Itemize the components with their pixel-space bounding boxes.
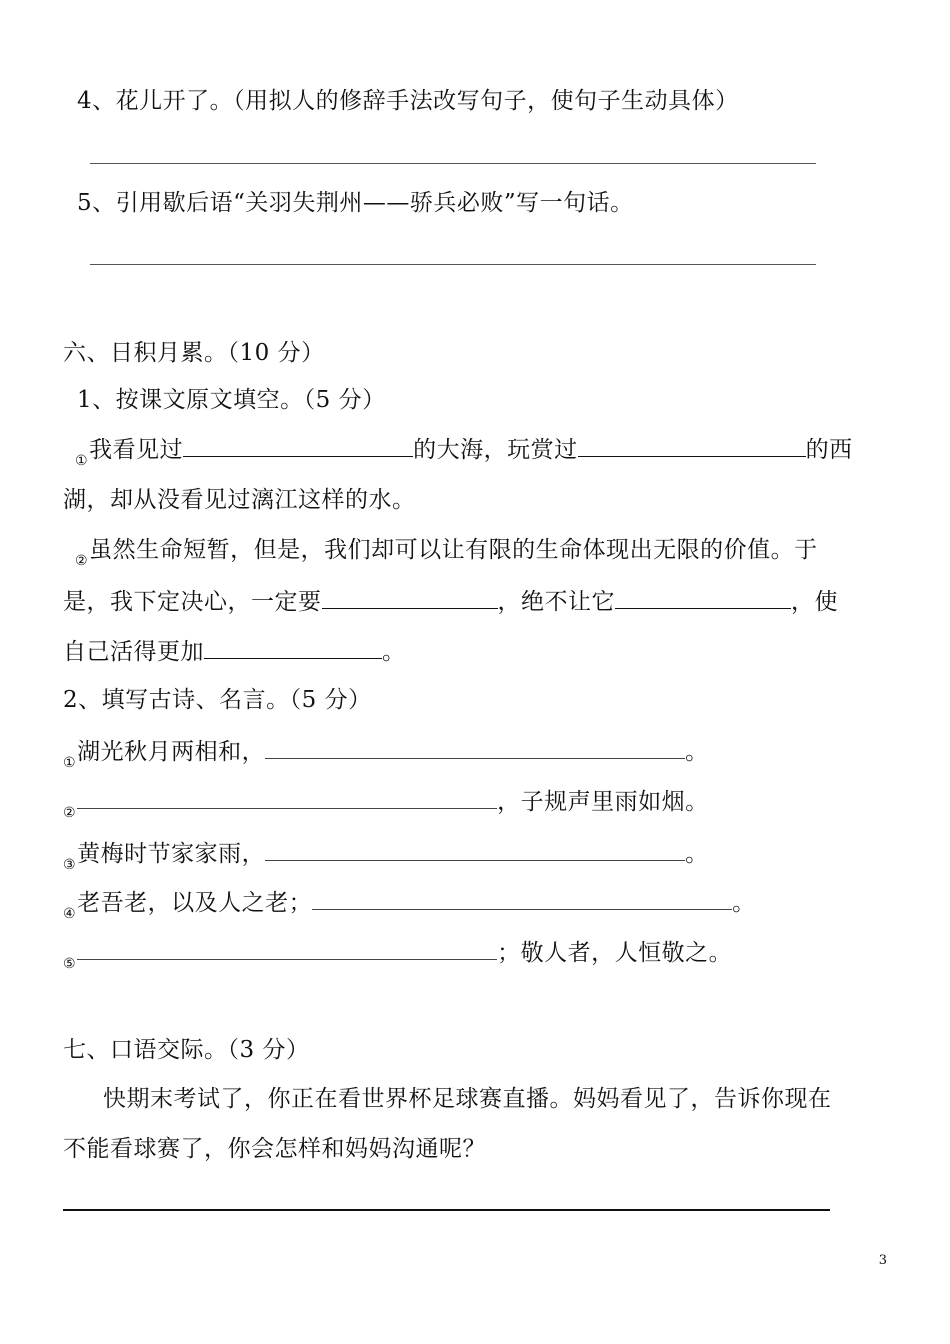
answer-line-q4[interactable] bbox=[90, 163, 816, 164]
section-7-prompt-line-1: 快期末考试了，你正在看世界杯足球赛直播。妈妈看见了，告诉你现在 bbox=[103, 1086, 832, 1112]
item-number: ① bbox=[75, 453, 89, 469]
poem-blank-2[interactable] bbox=[77, 786, 497, 809]
fill-item-1-line-2: 湖，却从没看见过漓江这样的水。 bbox=[63, 487, 416, 513]
blank-5[interactable] bbox=[204, 636, 382, 659]
question-4: 4、花儿开了。（用拟人的修辞手法改写句子，使句子生动具体） bbox=[77, 88, 739, 114]
item-number: ② bbox=[75, 553, 89, 569]
blank-2[interactable] bbox=[578, 434, 806, 457]
poem-blank-3[interactable] bbox=[265, 838, 685, 861]
blank-1[interactable] bbox=[183, 434, 413, 457]
section-7-prompt-line-2: 不能看球赛了，你会怎样和妈妈沟通呢？ bbox=[63, 1136, 486, 1162]
blank-4[interactable] bbox=[615, 586, 791, 609]
poem-5: $_⑤$ ；敬人者，人恒敬之。 bbox=[63, 937, 732, 971]
answer-line-q5[interactable] bbox=[90, 264, 816, 265]
poem-blank-5[interactable] bbox=[77, 937, 497, 960]
section-6-part-1-title: 1、按课文原文填空。（5 分） bbox=[77, 387, 386, 413]
section-6-part-2-title: 2、填写古诗、名言。（5 分） bbox=[63, 687, 372, 713]
section-7-title: 七、口语交际。（3 分） bbox=[63, 1037, 310, 1063]
poem-1: $_①$湖光秋月两相和， 。 bbox=[63, 736, 709, 770]
blank-3[interactable] bbox=[322, 586, 498, 609]
page-number: 3 bbox=[878, 1253, 887, 1268]
fill-item-2-line-3: 自己活得更加 。 bbox=[63, 636, 406, 667]
question-5: 5、引用歇后语“关羽失荆州——骄兵必败”写一句话。 bbox=[77, 190, 634, 216]
poem-3: $_③$黄梅时节家家雨， 。 bbox=[63, 838, 709, 872]
section-6-title: 六、日积月累。（10 分） bbox=[63, 340, 325, 366]
fill-item-1: $_①$我看见过 的大海，玩赏过 的西 bbox=[75, 434, 853, 468]
poem-2: $_②$ ，子规声里雨如烟。 bbox=[63, 786, 709, 820]
fill-item-2: $_②$虽然生命短暂，但是，我们却可以让有限的生命体现出无限的价值。于 bbox=[75, 537, 818, 569]
poem-blank-4[interactable] bbox=[312, 887, 732, 910]
fill-item-2-line-2: 是，我下定决心，一定要 ，绝不让它 ，使 bbox=[63, 586, 838, 617]
poem-4: $_④$老吾老，以及人之老； 。 bbox=[63, 887, 756, 921]
answer-line-sec7[interactable] bbox=[63, 1209, 830, 1211]
poem-blank-1[interactable] bbox=[265, 736, 685, 759]
